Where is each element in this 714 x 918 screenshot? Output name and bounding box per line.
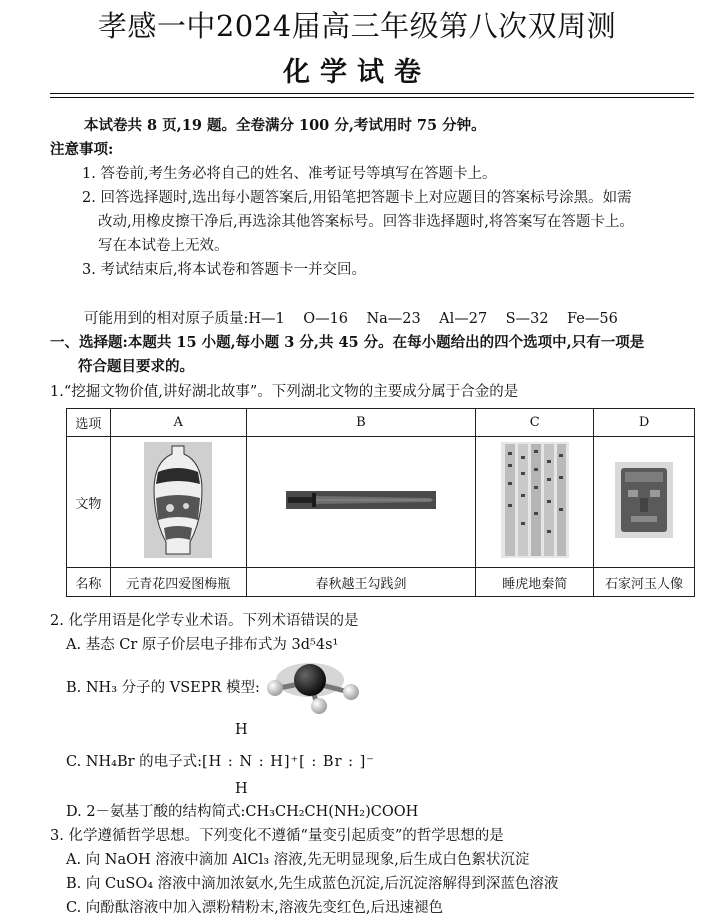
q2-option-a — [66, 635, 338, 655]
q2-stem: 2. 化学用语是化学专业术语。下列术语错误的是 — [50, 613, 359, 629]
header-rule-thick — [50, 93, 694, 94]
artifact-c-name: 睡虎地秦简 — [476, 568, 594, 597]
q2-option-c: C. NH₄Br 的电子式: — [66, 754, 203, 770]
artifact-c-cell — [476, 437, 594, 568]
option-a-header: A — [110, 409, 246, 437]
q1-artifact-table — [66, 408, 695, 597]
q2-option-b: B. NH₃ 分子的 VSEPR 模型: — [66, 680, 260, 696]
qin-bamboo-slips-image — [501, 442, 569, 558]
nh4br-electron-formula: [H : N : H]⁺[ : Br : ]⁻ — [202, 754, 375, 770]
option-d-header: D — [594, 409, 695, 437]
artifact-b-name: 春秋越王勾践剑 — [246, 568, 476, 597]
artifact-a-name: 元青花四爱图梅瓶 — [110, 568, 246, 597]
nh3-vsepr-model-image — [257, 658, 363, 718]
section1-heading-cont: 符合题目要求的。 — [78, 358, 194, 375]
option-c-header: C — [476, 409, 594, 437]
c-top-hydrogen: H — [235, 722, 248, 738]
q3-option-b: B. 向 CuSO₄ 溶液中滴加浓氨水,先生成蓝色沉淀,后沉淀溶解得到深蓝色溶液 — [66, 876, 559, 892]
artifact-a-cell — [110, 437, 246, 568]
table-header-label: 选项 — [67, 409, 111, 437]
notice-3: 3. 考试结束后,将本试卷和答题卡一并交回。 — [82, 262, 367, 278]
q3-stem: 3. 化学遵循哲学思想。下列变化不遵循“量变引起质变”的哲学思想的是 — [50, 828, 504, 844]
notice-2-end: 写在本试卷上无效。 — [98, 238, 229, 254]
q3-option-a: A. 向 NaOH 溶液中滴加 AlCl₃ 溶液,先无明显现象,后生成白色絮状沉淀 — [66, 852, 530, 868]
goujian-sword-image — [286, 489, 436, 511]
notice-2: 2. 回答选择题时,选出每小题答案后,用铅笔把答题卡上对应题目的答案标号涂黑。如需 — [82, 190, 632, 206]
exam-subtitle: 化学试卷 — [283, 57, 431, 88]
meiping-vase-image — [144, 442, 212, 558]
artifact-b-cell — [246, 437, 476, 568]
option-b-header: B — [246, 409, 476, 437]
jade-figure-image — [615, 462, 673, 538]
q2-option-a-text: A. 基态 Cr 原子价层电子排布式为 — [66, 637, 292, 653]
notice-1: 1. 答卷前,考生务必将自己的姓名、准考证号等填写在答题卡上。 — [82, 166, 497, 182]
q3-option-c: C. 向酚酞溶液中加入漂粉精粉末,溶液先变红色,后迅速褪色 — [66, 900, 444, 916]
notice-heading: 注意事项: — [50, 141, 114, 158]
atomic-masses: 可能用到的相对原子质量:H—1 O—16 Na—23 Al—27 S—32 Fe—56 — [84, 311, 618, 327]
header-rule-thin — [50, 97, 694, 98]
q2-option-a-formula: 3d⁵4s¹ — [291, 637, 339, 653]
q1-stem: 1.“挖掘文物价值,讲好湖北故事”。下列湖北文物的主要成分属于合金的是 — [50, 384, 519, 400]
name-row-label: 名称 — [67, 568, 111, 597]
section1-heading: 一、选择题:本题共 15 小题,每小题 3 分,共 45 分。在每小题给出的四个选项中,只有一项是 — [50, 334, 645, 351]
artifact-d-name: 石家河玉人像 — [594, 568, 695, 597]
artifact-d-cell — [594, 437, 695, 568]
exam-title: 孝感一中2024届高三年级第八次双周测 — [97, 9, 617, 43]
notice-2-cont: 改动,用橡皮擦干净后,再选涂其他答案标号。回答非选择题时,将答案写在答题卡上。 — [98, 214, 634, 230]
q2-option-d: D. 2－氨基丁酸的结构简式:CH₃CH₂CH(NH₂)COOH — [66, 804, 419, 820]
c-bottom-hydrogen: H — [235, 781, 248, 797]
exam-summary: 本试卷共 8 页,19 题。全卷满分 100 分,考试用时 75 分钟。 — [84, 117, 486, 134]
artifact-row-label: 文物 — [67, 437, 111, 568]
